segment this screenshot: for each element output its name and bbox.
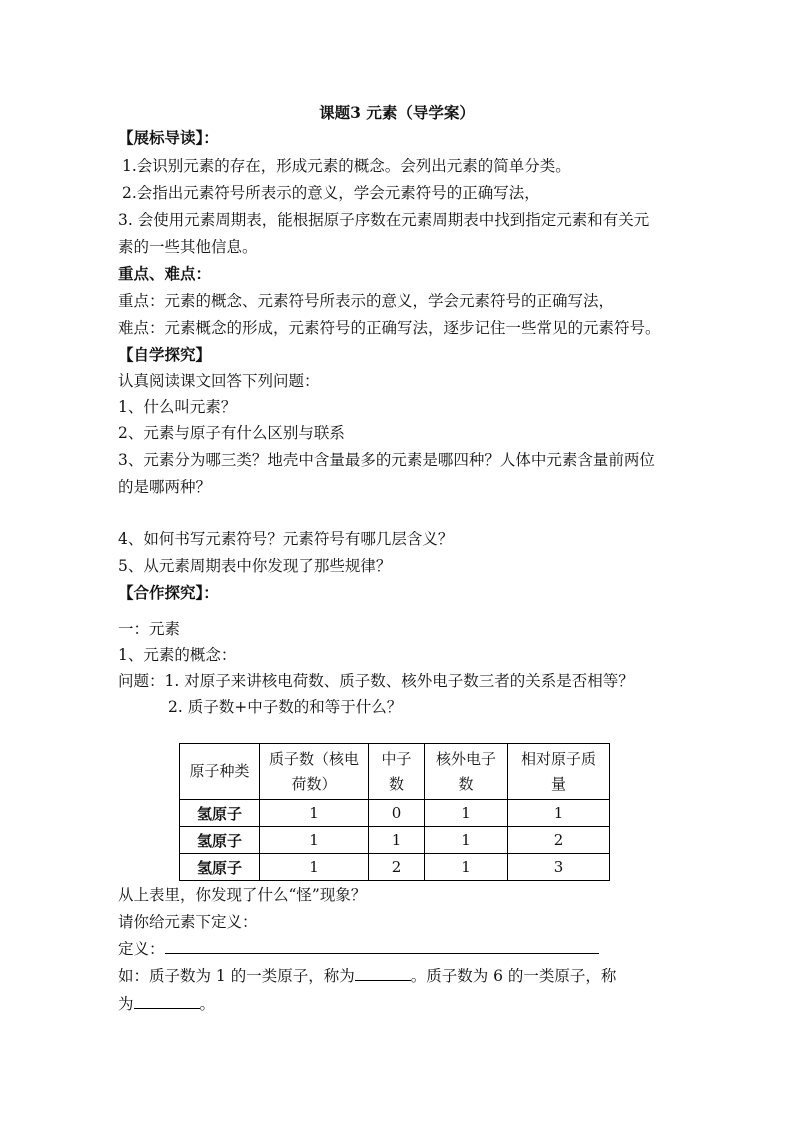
table-cell: 1 xyxy=(260,854,369,881)
difficult-point-text: 难点：元素概念的形成，元素符号的正确写法，逐步记住一些常见的元素符号。 xyxy=(118,319,661,337)
table-cell: 氢原子 xyxy=(180,854,260,881)
goal-item: 1.会识别元素的存在，形成元素的概念。会列出元素的简单分类。 xyxy=(122,157,571,175)
question-text: 问题：1. 对原子来讲核电荷数、质子数、核外电子数三者的关系是否相等？ xyxy=(118,672,634,690)
key-point-text: 重点：元素的概念、元素符号所表示的意义，学会元素符号的正确写法， xyxy=(118,292,615,310)
question-item: 2、元素与原子有什么区别与联系 xyxy=(118,424,345,442)
table-cell: 1 xyxy=(425,854,508,881)
self-study-heading: 【自学探究】 xyxy=(118,345,212,364)
goals-heading: 【展标导读】： xyxy=(118,128,219,147)
table-row xyxy=(180,800,610,827)
table-cell: 1 xyxy=(508,800,610,827)
table-cell: 1 xyxy=(260,827,369,854)
table-cell: 3 xyxy=(508,854,610,881)
table-header-row xyxy=(180,744,610,800)
definition-blank[interactable] xyxy=(165,952,599,954)
table-header-cell: 中子 数 xyxy=(369,744,425,800)
section-heading: 一：元素 xyxy=(118,620,181,638)
question-item: 4、如何书写元素符号？元素符号有哪几层含义？ xyxy=(118,530,454,548)
example-line: 如：质子数为 1 的一类原子，称为 。质子数为 6 的一类原子，称 xyxy=(118,967,617,985)
table-row xyxy=(180,827,610,854)
table-cell: 0 xyxy=(369,800,425,827)
table-header-cell: 核外电子 数 xyxy=(425,744,508,800)
table-row xyxy=(180,854,610,881)
sub-heading: 1、元素的概念： xyxy=(118,646,237,664)
definition-label: 定义： xyxy=(118,940,165,958)
table-cell: 氢原子 xyxy=(180,827,260,854)
table-header-cell: 相对原子质 量 xyxy=(508,744,610,800)
goal-item: 素的一些其他信息。 xyxy=(118,238,258,256)
goal-item: 3. 会使用元素周期表，能根据原子序数在元素周期表中找到指定元素和有关元 xyxy=(118,211,650,229)
question-item: 3、元素分为哪三类？地壳中含量最多的元素是哪四种？人体中元素含量前两位 xyxy=(118,451,655,469)
self-study-intro: 认真阅读课文回答下列问题： xyxy=(118,372,320,390)
observation-question: 从上表里，你发现了什么“怪”现象？ xyxy=(118,886,367,904)
question-item: 的是哪两种？ xyxy=(118,478,212,496)
key-points-heading: 重点、难点： xyxy=(118,264,212,283)
atom-table xyxy=(179,743,610,881)
table-cell: 1 xyxy=(425,827,508,854)
cooperative-heading: 【合作探究】： xyxy=(118,583,219,602)
table-cell: 1 xyxy=(369,827,425,854)
table-cell: 1 xyxy=(425,800,508,827)
table-header-cell: 原子种类 xyxy=(180,744,260,800)
definition-prompt: 请你给元素下定义： xyxy=(118,913,258,931)
question-item: 5、从元素周期表中你发现了那些规律？ xyxy=(118,557,392,575)
table-cell: 2 xyxy=(369,854,425,881)
table-header-cell: 质子数（核电 荷数） xyxy=(260,744,369,800)
answer-blank-2[interactable] xyxy=(134,1007,200,1009)
question-item: 1、什么叫元素？ xyxy=(118,398,237,416)
example-line-2: 为 。 xyxy=(118,995,216,1013)
question-text: 2. 质子数+中子数的和等于什么？ xyxy=(168,698,403,716)
definition-line xyxy=(118,938,599,960)
goal-item: 2.会指出元素符号所表示的意义，学会元素符号的正确写法， xyxy=(122,184,540,202)
table-cell: 2 xyxy=(508,827,610,854)
table-cell: 氢原子 xyxy=(180,800,260,827)
answer-blank-1[interactable] xyxy=(355,979,411,981)
table-cell: 1 xyxy=(260,800,369,827)
page-title: 课题3 元素（导学案） xyxy=(319,103,475,122)
